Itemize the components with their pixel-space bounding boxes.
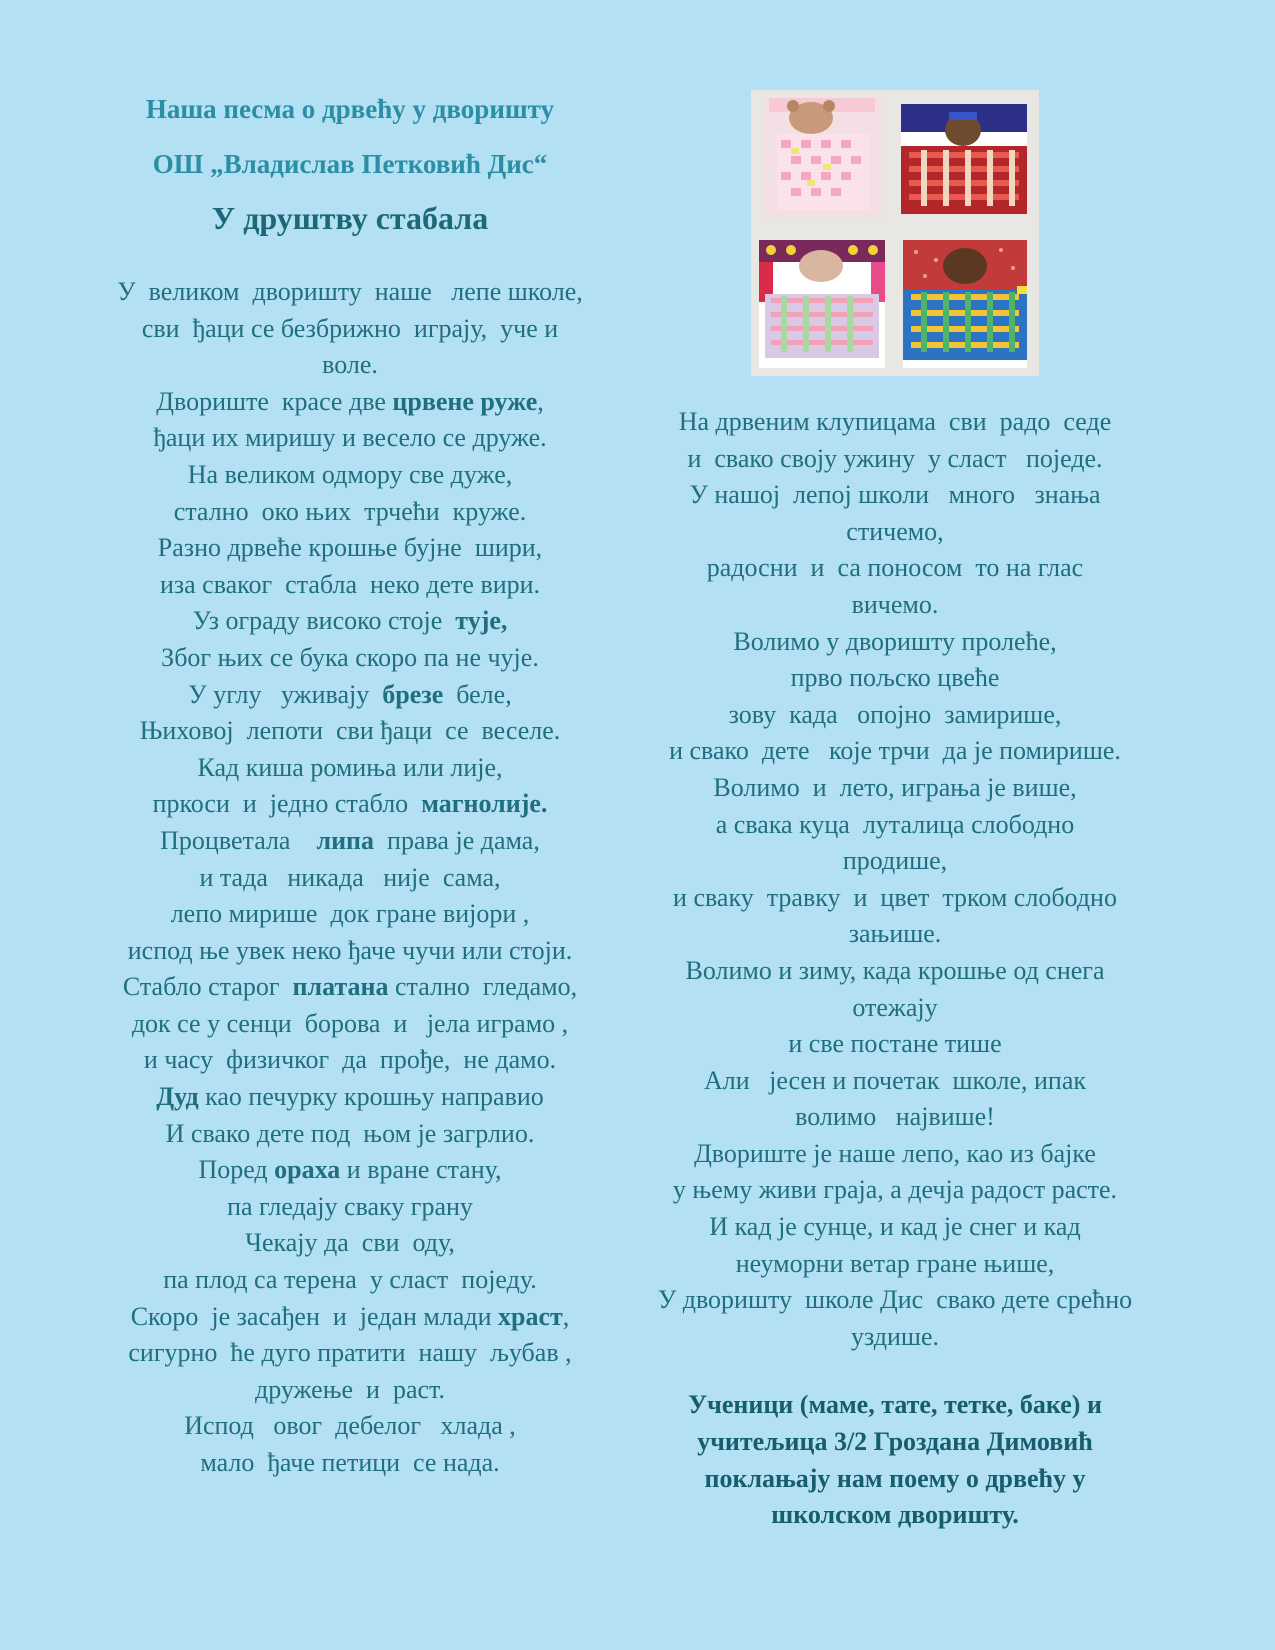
line-text: Поред	[198, 1155, 275, 1185]
tree-name-bold: ораха	[274, 1155, 341, 1185]
poem-line: зањише.	[848, 919, 942, 949]
poem-line	[70, 1225, 630, 1262]
poem-line: И кад је сунце, и кад је снег и кад	[709, 1212, 1081, 1242]
line-text: ђаци их миришу и весело се друже.	[153, 423, 547, 453]
poem-line: прво пољско цвеће	[790, 663, 1000, 693]
line-text: сви ђаци се безбрижно играју, уче и	[141, 313, 559, 343]
poem-line	[70, 457, 630, 494]
tree-name-bold: липа	[316, 825, 375, 855]
poem-line	[70, 1299, 630, 1336]
poem-line: продише,	[842, 846, 948, 876]
poem-line	[70, 969, 630, 1006]
line-text: сигурно ће дуго пратити нашу љубав ,	[128, 1338, 572, 1368]
line-text: и тада никада није сама,	[199, 862, 501, 892]
poem-line	[70, 750, 630, 787]
poem-line	[70, 1262, 630, 1299]
line-text: И свако дете под њом је загрлио.	[165, 1118, 535, 1148]
poem-line	[70, 1079, 630, 1116]
children-artwork-photo	[751, 90, 1039, 376]
poem-line	[70, 1189, 630, 1226]
line-text: Стабло старог	[122, 972, 293, 1002]
poem-line	[70, 530, 630, 567]
poem-line: вичемо.	[851, 589, 939, 619]
tree-name-bold: брезе	[382, 679, 444, 709]
line-text: стално око њих трчећи круже.	[173, 496, 527, 526]
poem-line: и свако дете које трчи да је помирише.	[669, 736, 1121, 766]
poem-line	[70, 933, 630, 970]
poem-line: и све постане тише	[788, 1029, 1002, 1059]
line-text: беле,	[443, 679, 512, 709]
poem-line	[70, 1006, 630, 1043]
poem-line: и сваку травку и цвет трком слободно	[673, 882, 1117, 912]
poem-left-stanza	[70, 274, 630, 1482]
signature-line: учитељица 3/2 Гроздана Димовић	[697, 1427, 1093, 1457]
signature-block	[620, 1387, 1170, 1533]
line-text: воле.	[322, 350, 378, 380]
line-text: иза сваког стабла неко дете вири.	[159, 569, 541, 599]
line-text: На великом одмору све дуже,	[187, 459, 513, 489]
poem-line: неуморни ветар гране њише,	[735, 1248, 1055, 1278]
line-text: ,	[562, 1301, 570, 1331]
line-text: права је дама,	[374, 825, 540, 855]
poem-line	[70, 640, 630, 677]
poem-line	[70, 1042, 630, 1079]
poem-line	[70, 1152, 630, 1189]
tree-name-bold: храст	[497, 1301, 563, 1331]
tree-name-bold: Дуд	[156, 1082, 199, 1112]
poem-line: Волимо у дворишту пролеће,	[733, 626, 1057, 656]
line-text: док се у сенци борова и јела играмо ,	[131, 1008, 569, 1038]
line-text: Разно дрвеће крошње бујне шири,	[157, 533, 543, 563]
poem-line	[70, 786, 630, 823]
poem-line: а свака куца луталица слободно	[715, 809, 1075, 839]
line-text: па гледају сваку грану	[227, 1191, 473, 1221]
line-text: Скоро је засађен и један млади	[130, 1301, 498, 1331]
poem-line	[70, 347, 630, 384]
line-text: и часу физичког да прође, не дамо.	[143, 1045, 557, 1075]
poem-line: волимо највише!	[795, 1102, 995, 1132]
poem-line	[70, 384, 630, 421]
line-text: дружење и раст.	[255, 1374, 445, 1404]
poem-line	[70, 1408, 630, 1445]
signature-line: поклањају нам поему о дрвећу у	[704, 1463, 1086, 1493]
poem-line: у њему живи граја, а дечја радост расте.	[672, 1175, 1118, 1205]
poem-line: уздише.	[850, 1321, 939, 1351]
line-text: мало ђаче петици се нада.	[200, 1448, 500, 1477]
poem-line	[70, 567, 630, 604]
poem-line	[70, 420, 630, 457]
right-column	[620, 90, 1170, 1534]
poem-line: Волимо и лето, играња је више,	[713, 772, 1077, 802]
poem-line: Али јесен и почетак школе, ипак	[703, 1065, 1086, 1095]
poem-line: У дворишту школе Дис свако дете срећно	[657, 1285, 1133, 1315]
poem-line	[70, 677, 630, 714]
artwork-image	[751, 90, 1039, 376]
poem-right-stanza	[620, 404, 1170, 1355]
tree-name-bold: платана	[292, 972, 389, 1002]
line-text: Њиховој лепоти сви ђаци се веселе.	[139, 716, 561, 746]
line-text: ,	[537, 386, 544, 416]
signature-line: Ученици (маме, тате, тетке, баке) и	[688, 1390, 1102, 1420]
line-text: лепо мирише док гране вијори ,	[170, 899, 530, 929]
left-column	[70, 82, 630, 1482]
poem-line: отежају	[852, 992, 938, 1022]
poem-line	[70, 713, 630, 750]
tree-name-bold: црвене руже	[392, 386, 538, 416]
line-text: као печурку крошњу направио	[198, 1082, 544, 1112]
poem-line	[70, 860, 630, 897]
line-text: Чекају да сви оду,	[245, 1228, 455, 1258]
poem-line: Волимо и зиму, када крошње од снега	[685, 955, 1105, 985]
line-text: Испод овог дебелог хлада ,	[184, 1411, 516, 1441]
signature-line: школском дворишту.	[771, 1500, 1019, 1530]
poem-line: У нашој лепој школи много знања	[689, 480, 1101, 510]
line-text: па плод са терена у сласт поједу.	[163, 1265, 537, 1295]
poem-line: На дрвеним клупицама сви радо седе	[678, 407, 1112, 436]
poem-line: радосни и са поносом то на глас	[706, 553, 1084, 583]
line-text: и вране стану,	[340, 1155, 502, 1185]
line-text: Кад киша ромиња или лије,	[197, 752, 503, 782]
line-text: Процветала	[160, 825, 317, 855]
tree-name-bold: магнолије.	[421, 789, 548, 819]
line-text: пркоси и једно стабло	[152, 789, 422, 819]
line-text: Због њих се бука скоро па не чује.	[161, 642, 539, 672]
poem-line: Двориште је наше лепо, као из бајке	[694, 1138, 1096, 1168]
poem-line: и свако своју ужину у сласт поједе.	[687, 443, 1103, 473]
header-line-1: Наша песма о дрвећу у дворишту	[145, 94, 555, 124]
line-text: испод ње увек неко ђаче чучи или стоји.	[127, 935, 573, 965]
line-text: У великом дворишту наше лепе школе,	[117, 277, 583, 306]
poem-line	[70, 1335, 630, 1372]
poem-line	[70, 896, 630, 933]
line-text: Уз ограду високо стоје	[192, 606, 456, 636]
poem-line	[70, 494, 630, 531]
line-text: У углу уживају	[188, 679, 383, 709]
poem-line	[70, 311, 630, 348]
poem-line	[70, 1116, 630, 1153]
poem-line	[70, 1445, 630, 1482]
poem-line	[70, 1372, 630, 1409]
poem-title: У друштву стабала	[211, 200, 489, 236]
header-line-2: ОШ „Владислав Петковић Дис“	[152, 149, 548, 179]
line-text: стално гледамо,	[388, 972, 578, 1002]
poem-line	[70, 274, 630, 311]
poem-line: стичемо,	[846, 516, 944, 546]
poem-line	[70, 823, 630, 860]
line-text: Двориште красе две	[156, 386, 393, 416]
poem-line: зову када опојно замирише,	[728, 699, 1062, 729]
poem-line	[70, 603, 630, 640]
tree-name-bold: тује,	[455, 606, 508, 636]
